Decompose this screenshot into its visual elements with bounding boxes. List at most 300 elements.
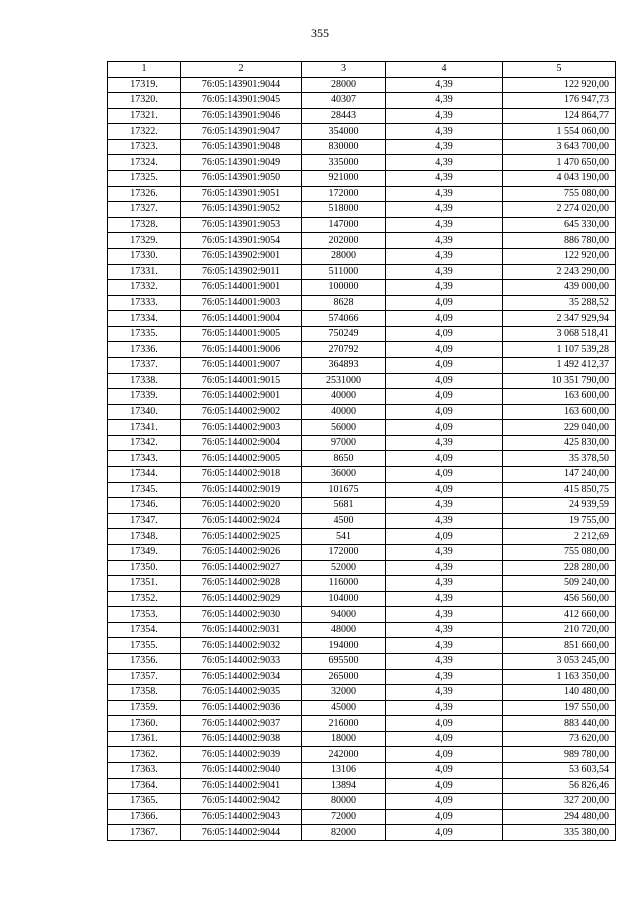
table-row <box>108 280 616 296</box>
rate-cell: 4,39 <box>386 591 503 607</box>
amount-cell: 2 212,69 <box>503 529 616 545</box>
column-header: 3 <box>302 62 386 78</box>
cadastral-number-cell: 76:05:144002:9042 <box>181 794 302 810</box>
cadastral-number-cell: 76:05:144002:9031 <box>181 622 302 638</box>
amount-cell: 989 780,00 <box>503 747 616 763</box>
cadastral-number-cell: 76:05:143901:9048 <box>181 139 302 155</box>
rate-cell: 4,09 <box>386 716 503 732</box>
cadastral-number-cell: 76:05:144002:9032 <box>181 638 302 654</box>
table-row <box>108 93 616 109</box>
amount-cell: 210 720,00 <box>503 622 616 638</box>
area-cell: 921000 <box>302 171 386 187</box>
rate-cell: 4,39 <box>386 498 503 514</box>
table-row <box>108 544 616 560</box>
row-number-cell: 17351. <box>108 576 181 592</box>
cadastral-number-cell: 76:05:143901:9045 <box>181 93 302 109</box>
column-header: 2 <box>181 62 302 78</box>
row-number-cell: 17338. <box>108 373 181 389</box>
cadastral-number-cell: 76:05:144002:9005 <box>181 451 302 467</box>
table-row <box>108 326 616 342</box>
table-row <box>108 638 616 654</box>
rate-cell: 4,39 <box>386 264 503 280</box>
amount-cell: 4 043 190,00 <box>503 171 616 187</box>
table-row <box>108 357 616 373</box>
rate-cell: 4,39 <box>386 186 503 202</box>
row-number-cell: 17344. <box>108 467 181 483</box>
table-row <box>108 311 616 327</box>
row-number-cell: 17348. <box>108 529 181 545</box>
cadastral-number-cell: 76:05:143901:9052 <box>181 202 302 218</box>
table-row <box>108 124 616 140</box>
cadastral-number-cell: 76:05:144002:9029 <box>181 591 302 607</box>
table-row <box>108 747 616 763</box>
table-row <box>108 498 616 514</box>
row-number-cell: 17328. <box>108 217 181 233</box>
amount-cell: 645 330,00 <box>503 217 616 233</box>
rate-cell: 4,09 <box>386 357 503 373</box>
row-number-cell: 17342. <box>108 435 181 451</box>
area-cell: 18000 <box>302 731 386 747</box>
area-cell: 574066 <box>302 311 386 327</box>
amount-cell: 122 920,00 <box>503 248 616 264</box>
rate-cell: 4,39 <box>386 435 503 451</box>
amount-cell: 3 068 518,41 <box>503 326 616 342</box>
area-cell: 32000 <box>302 685 386 701</box>
row-number-cell: 17321. <box>108 108 181 124</box>
amount-cell: 3 053 245,00 <box>503 653 616 669</box>
table-row <box>108 529 616 545</box>
area-cell: 354000 <box>302 124 386 140</box>
row-number-cell: 17356. <box>108 653 181 669</box>
amount-cell: 415 850,75 <box>503 482 616 498</box>
area-cell: 28443 <box>302 108 386 124</box>
row-number-cell: 17325. <box>108 171 181 187</box>
rate-cell: 4,09 <box>386 529 503 545</box>
rate-cell: 4,09 <box>386 482 503 498</box>
cadastral-number-cell: 76:05:144002:9035 <box>181 685 302 701</box>
amount-cell: 2 347 929,94 <box>503 311 616 327</box>
row-number-cell: 17331. <box>108 264 181 280</box>
cadastral-number-cell: 76:05:144002:9003 <box>181 420 302 436</box>
amount-cell: 140 480,00 <box>503 685 616 701</box>
area-cell: 147000 <box>302 217 386 233</box>
amount-cell: 228 280,00 <box>503 560 616 576</box>
amount-cell: 335 380,00 <box>503 825 616 841</box>
rate-cell: 4,39 <box>386 513 503 529</box>
area-cell: 194000 <box>302 638 386 654</box>
rate-cell: 4,09 <box>386 451 503 467</box>
amount-cell: 851 660,00 <box>503 638 616 654</box>
row-number-cell: 17336. <box>108 342 181 358</box>
amount-cell: 24 939,59 <box>503 498 616 514</box>
table-row <box>108 373 616 389</box>
amount-cell: 163 600,00 <box>503 389 616 405</box>
area-cell: 97000 <box>302 435 386 451</box>
area-cell: 364893 <box>302 357 386 373</box>
cadastral-number-cell: 76:05:144001:9007 <box>181 357 302 373</box>
area-cell: 265000 <box>302 669 386 685</box>
cadastral-number-cell: 76:05:143901:9044 <box>181 77 302 93</box>
cadastral-number-cell: 76:05:144001:9003 <box>181 295 302 311</box>
table-row <box>108 404 616 420</box>
rate-cell: 4,09 <box>386 809 503 825</box>
area-cell: 2531000 <box>302 373 386 389</box>
amount-cell: 1 107 539,28 <box>503 342 616 358</box>
data-table <box>107 61 616 841</box>
amount-cell: 1 554 060,00 <box>503 124 616 140</box>
row-number-cell: 17360. <box>108 716 181 732</box>
area-cell: 518000 <box>302 202 386 218</box>
rate-cell: 4,39 <box>386 576 503 592</box>
amount-cell: 2 274 020,00 <box>503 202 616 218</box>
area-cell: 82000 <box>302 825 386 841</box>
area-cell: 56000 <box>302 420 386 436</box>
amount-cell: 229 040,00 <box>503 420 616 436</box>
area-cell: 830000 <box>302 139 386 155</box>
row-number-cell: 17337. <box>108 357 181 373</box>
cadastral-number-cell: 76:05:144002:9037 <box>181 716 302 732</box>
row-number-cell: 17329. <box>108 233 181 249</box>
row-number-cell: 17341. <box>108 420 181 436</box>
row-number-cell: 17335. <box>108 326 181 342</box>
rate-cell: 4,09 <box>386 731 503 747</box>
column-header: 5 <box>503 62 616 78</box>
table-row <box>108 778 616 794</box>
table-row <box>108 763 616 779</box>
column-header: 1 <box>108 62 181 78</box>
rate-cell: 4,39 <box>386 217 503 233</box>
amount-cell: 1 163 350,00 <box>503 669 616 685</box>
area-cell: 172000 <box>302 186 386 202</box>
row-number-cell: 17320. <box>108 93 181 109</box>
table-row <box>108 716 616 732</box>
rate-cell: 4,39 <box>386 248 503 264</box>
area-cell: 52000 <box>302 560 386 576</box>
area-cell: 45000 <box>302 700 386 716</box>
row-number-cell: 17326. <box>108 186 181 202</box>
row-number-cell: 17357. <box>108 669 181 685</box>
amount-cell: 122 920,00 <box>503 77 616 93</box>
row-number-cell: 17323. <box>108 139 181 155</box>
row-number-cell: 17366. <box>108 809 181 825</box>
row-number-cell: 17355. <box>108 638 181 654</box>
table-row <box>108 685 616 701</box>
table-row <box>108 248 616 264</box>
table-row <box>108 295 616 311</box>
rate-cell: 4,39 <box>386 93 503 109</box>
rate-cell: 4,39 <box>386 124 503 140</box>
table-row <box>108 108 616 124</box>
table-row <box>108 794 616 810</box>
row-number-cell: 17347. <box>108 513 181 529</box>
table-body <box>108 77 616 840</box>
row-number-cell: 17361. <box>108 731 181 747</box>
table-row <box>108 202 616 218</box>
cadastral-number-cell: 76:05:143902:9001 <box>181 248 302 264</box>
row-number-cell: 17367. <box>108 825 181 841</box>
table-row <box>108 809 616 825</box>
area-cell: 72000 <box>302 809 386 825</box>
cadastral-number-cell: 76:05:144001:9006 <box>181 342 302 358</box>
cadastral-number-cell: 76:05:144002:9018 <box>181 467 302 483</box>
rate-cell: 4,39 <box>386 77 503 93</box>
rate-cell: 4,09 <box>386 763 503 779</box>
table-row <box>108 233 616 249</box>
area-cell: 94000 <box>302 607 386 623</box>
cadastral-number-cell: 76:05:143901:9053 <box>181 217 302 233</box>
cadastral-number-cell: 76:05:143901:9046 <box>181 108 302 124</box>
row-number-cell: 17333. <box>108 295 181 311</box>
row-number-cell: 17340. <box>108 404 181 420</box>
table-row <box>108 700 616 716</box>
amount-cell: 3 643 700,00 <box>503 139 616 155</box>
rate-cell: 4,39 <box>386 155 503 171</box>
cadastral-number-cell: 76:05:144002:9002 <box>181 404 302 420</box>
row-number-cell: 17332. <box>108 280 181 296</box>
table-row <box>108 482 616 498</box>
rate-cell: 4,39 <box>386 280 503 296</box>
rate-cell: 4,39 <box>386 653 503 669</box>
area-cell: 8650 <box>302 451 386 467</box>
cadastral-number-cell: 76:05:144001:9004 <box>181 311 302 327</box>
amount-cell: 755 080,00 <box>503 186 616 202</box>
cadastral-number-cell: 76:05:144002:9033 <box>181 653 302 669</box>
amount-cell: 73 620,00 <box>503 731 616 747</box>
table-row <box>108 591 616 607</box>
rate-cell: 4,09 <box>386 420 503 436</box>
row-number-cell: 17359. <box>108 700 181 716</box>
amount-cell: 883 440,00 <box>503 716 616 732</box>
row-number-cell: 17330. <box>108 248 181 264</box>
rate-cell: 4,39 <box>386 171 503 187</box>
amount-cell: 10 351 790,00 <box>503 373 616 389</box>
table-row <box>108 186 616 202</box>
table-row <box>108 622 616 638</box>
table-row <box>108 576 616 592</box>
amount-cell: 412 660,00 <box>503 607 616 623</box>
column-header: 4 <box>386 62 503 78</box>
table-row <box>108 731 616 747</box>
cadastral-number-cell: 76:05:143901:9050 <box>181 171 302 187</box>
area-cell: 28000 <box>302 77 386 93</box>
row-number-cell: 17324. <box>108 155 181 171</box>
table-row <box>108 653 616 669</box>
table-row <box>108 451 616 467</box>
area-cell: 100000 <box>302 280 386 296</box>
area-cell: 4500 <box>302 513 386 529</box>
row-number-cell: 17358. <box>108 685 181 701</box>
area-cell: 36000 <box>302 467 386 483</box>
amount-cell: 53 603,54 <box>503 763 616 779</box>
rate-cell: 4,09 <box>386 389 503 405</box>
row-number-cell: 17339. <box>108 389 181 405</box>
cadastral-number-cell: 76:05:144002:9036 <box>181 700 302 716</box>
cadastral-number-cell: 76:05:144002:9019 <box>181 482 302 498</box>
rate-cell: 4,39 <box>386 622 503 638</box>
cadastral-number-cell: 76:05:144002:9028 <box>181 576 302 592</box>
row-number-cell: 17364. <box>108 778 181 794</box>
rate-cell: 4,09 <box>386 326 503 342</box>
area-cell: 13894 <box>302 778 386 794</box>
row-number-cell: 17334. <box>108 311 181 327</box>
area-cell: 5681 <box>302 498 386 514</box>
page-number: 355 <box>311 26 329 40</box>
cadastral-number-cell: 76:05:144002:9026 <box>181 544 302 560</box>
rate-cell: 4,09 <box>386 404 503 420</box>
rate-cell: 4,39 <box>386 700 503 716</box>
cadastral-number-cell: 76:05:144001:9005 <box>181 326 302 342</box>
rate-cell: 4,09 <box>386 778 503 794</box>
row-number-cell: 17353. <box>108 607 181 623</box>
table-row <box>108 420 616 436</box>
table-row <box>108 435 616 451</box>
cadastral-number-cell: 76:05:143902:9011 <box>181 264 302 280</box>
cadastral-number-cell: 76:05:143901:9051 <box>181 186 302 202</box>
cadastral-number-cell: 76:05:144002:9004 <box>181 435 302 451</box>
amount-cell: 147 240,00 <box>503 467 616 483</box>
area-cell: 28000 <box>302 248 386 264</box>
table-row <box>108 155 616 171</box>
table-row <box>108 467 616 483</box>
row-number-cell: 17327. <box>108 202 181 218</box>
rate-cell: 4,39 <box>386 669 503 685</box>
table-row <box>108 560 616 576</box>
cadastral-number-cell: 76:05:144002:9039 <box>181 747 302 763</box>
row-number-cell: 17352. <box>108 591 181 607</box>
cadastral-number-cell: 76:05:144002:9020 <box>181 498 302 514</box>
rate-cell: 4,39 <box>386 108 503 124</box>
amount-cell: 327 200,00 <box>503 794 616 810</box>
cadastral-number-cell: 76:05:144002:9025 <box>181 529 302 545</box>
cadastral-number-cell: 76:05:143901:9047 <box>181 124 302 140</box>
table-row <box>108 513 616 529</box>
area-cell: 202000 <box>302 233 386 249</box>
rate-cell: 4,39 <box>386 544 503 560</box>
amount-cell: 19 755,00 <box>503 513 616 529</box>
area-cell: 40307 <box>302 93 386 109</box>
amount-cell: 755 080,00 <box>503 544 616 560</box>
table-row <box>108 171 616 187</box>
amount-cell: 425 830,00 <box>503 435 616 451</box>
area-cell: 116000 <box>302 576 386 592</box>
row-number-cell: 17350. <box>108 560 181 576</box>
cadastral-number-cell: 76:05:144002:9027 <box>181 560 302 576</box>
row-number-cell: 17345. <box>108 482 181 498</box>
area-cell: 216000 <box>302 716 386 732</box>
amount-cell: 124 864,77 <box>503 108 616 124</box>
rate-cell: 4,09 <box>386 342 503 358</box>
area-cell: 101675 <box>302 482 386 498</box>
rate-cell: 4,39 <box>386 685 503 701</box>
area-cell: 80000 <box>302 794 386 810</box>
cadastral-number-cell: 76:05:144001:9015 <box>181 373 302 389</box>
rate-cell: 4,09 <box>386 295 503 311</box>
area-cell: 172000 <box>302 544 386 560</box>
rate-cell: 4,09 <box>386 373 503 389</box>
table-row <box>108 389 616 405</box>
area-cell: 40000 <box>302 404 386 420</box>
table-row <box>108 669 616 685</box>
rate-cell: 4,39 <box>386 638 503 654</box>
cadastral-number-cell: 76:05:143901:9049 <box>181 155 302 171</box>
row-number-cell: 17362. <box>108 747 181 763</box>
amount-cell: 456 560,00 <box>503 591 616 607</box>
area-cell: 104000 <box>302 591 386 607</box>
amount-cell: 886 780,00 <box>503 233 616 249</box>
area-cell: 750249 <box>302 326 386 342</box>
rate-cell: 4,39 <box>386 202 503 218</box>
amount-cell: 176 947,73 <box>503 93 616 109</box>
row-number-cell: 17319. <box>108 77 181 93</box>
table-row <box>108 342 616 358</box>
rate-cell: 4,09 <box>386 747 503 763</box>
area-cell: 541 <box>302 529 386 545</box>
cadastral-number-cell: 76:05:144002:9034 <box>181 669 302 685</box>
area-cell: 40000 <box>302 389 386 405</box>
table-row <box>108 825 616 841</box>
rate-cell: 4,39 <box>386 233 503 249</box>
table-row <box>108 607 616 623</box>
row-number-cell: 17354. <box>108 622 181 638</box>
table-row <box>108 217 616 233</box>
area-cell: 48000 <box>302 622 386 638</box>
rate-cell: 4,09 <box>386 794 503 810</box>
amount-cell: 2 243 290,00 <box>503 264 616 280</box>
amount-cell: 294 480,00 <box>503 809 616 825</box>
amount-cell: 35 378,50 <box>503 451 616 467</box>
row-number-cell: 17365. <box>108 794 181 810</box>
cadastral-number-cell: 76:05:144001:9001 <box>181 280 302 296</box>
rate-cell: 4,39 <box>386 139 503 155</box>
rate-cell: 4,09 <box>386 467 503 483</box>
table-row <box>108 139 616 155</box>
table-header-row <box>108 62 616 78</box>
area-cell: 8628 <box>302 295 386 311</box>
cadastral-number-cell: 76:05:144002:9043 <box>181 809 302 825</box>
amount-cell: 163 600,00 <box>503 404 616 420</box>
table-row <box>108 77 616 93</box>
rate-cell: 4,39 <box>386 560 503 576</box>
amount-cell: 197 550,00 <box>503 700 616 716</box>
area-cell: 695500 <box>302 653 386 669</box>
cadastral-number-cell: 76:05:144002:9038 <box>181 731 302 747</box>
row-number-cell: 17343. <box>108 451 181 467</box>
amount-cell: 1 492 412,37 <box>503 357 616 373</box>
cadastral-number-cell: 76:05:144002:9024 <box>181 513 302 529</box>
rate-cell: 4,39 <box>386 607 503 623</box>
cadastral-number-cell: 76:05:144002:9044 <box>181 825 302 841</box>
amount-cell: 439 000,00 <box>503 280 616 296</box>
row-number-cell: 17322. <box>108 124 181 140</box>
cadastral-number-cell: 76:05:144002:9041 <box>181 778 302 794</box>
area-cell: 511000 <box>302 264 386 280</box>
row-number-cell: 17363. <box>108 763 181 779</box>
cadastral-number-cell: 76:05:143901:9054 <box>181 233 302 249</box>
amount-cell: 56 826,46 <box>503 778 616 794</box>
row-number-cell: 17349. <box>108 544 181 560</box>
rate-cell: 4,09 <box>386 825 503 841</box>
area-cell: 13106 <box>302 763 386 779</box>
amount-cell: 1 470 650,00 <box>503 155 616 171</box>
amount-cell: 35 288,52 <box>503 295 616 311</box>
row-number-cell: 17346. <box>108 498 181 514</box>
area-cell: 335000 <box>302 155 386 171</box>
area-cell: 270792 <box>302 342 386 358</box>
amount-cell: 509 240,00 <box>503 576 616 592</box>
rate-cell: 4,09 <box>386 311 503 327</box>
cadastral-number-cell: 76:05:144002:9001 <box>181 389 302 405</box>
table-row <box>108 264 616 280</box>
